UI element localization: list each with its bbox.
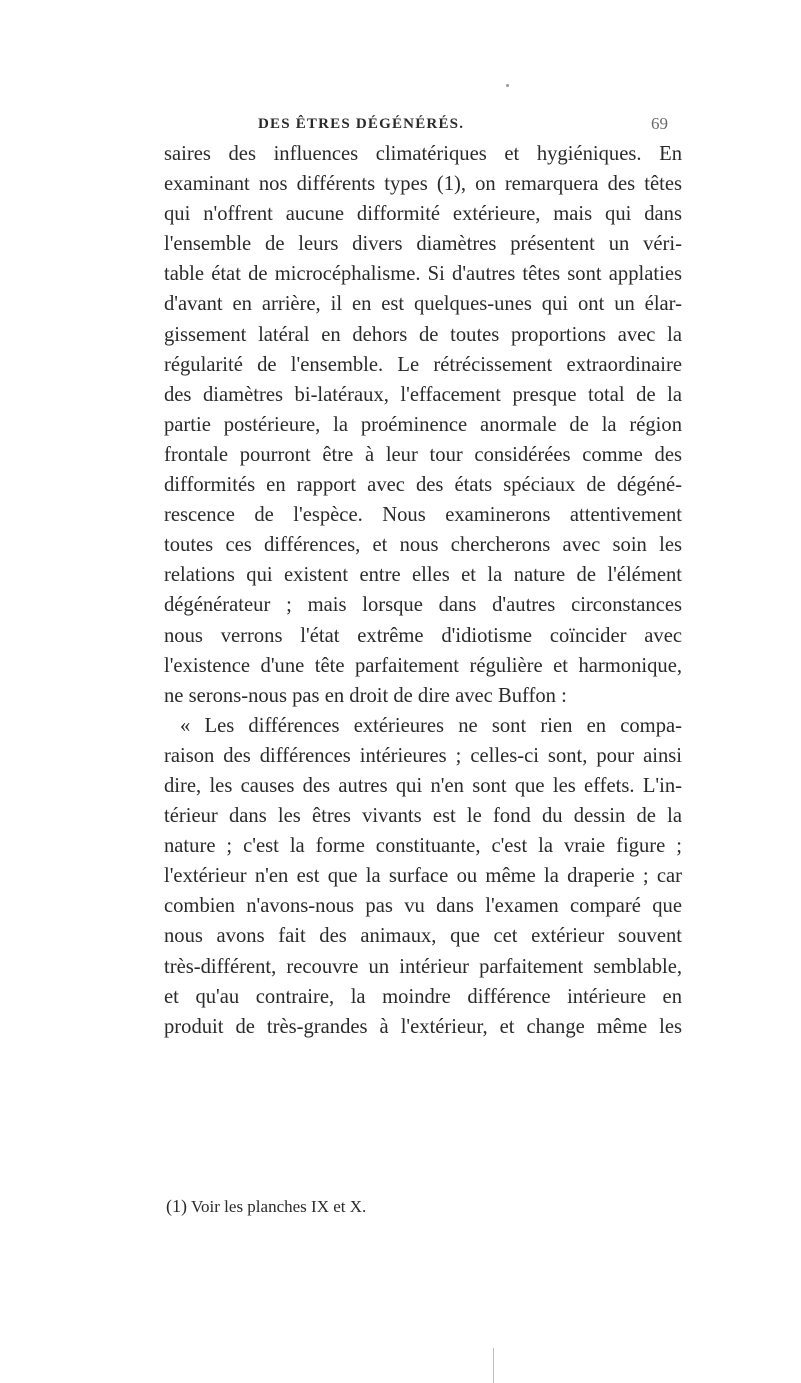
paragraph-line: régularité de l'ensemble. Le rétrécissement extraordinaire — [164, 353, 682, 376]
paragraph-line: saires des influences climatériques et hygiéniques. En — [164, 143, 682, 165]
paragraph-line: relations qui existent entre elles et la nature de l'élément — [164, 564, 682, 587]
paragraph-line: des diamètres bi-latéraux, l'effacement presque total de la — [164, 383, 682, 406]
body-text — [164, 139, 682, 1042]
paragraph-line: l'existence d'une tête parfaitement régulière et harmonique, — [164, 654, 682, 677]
paragraph-line: l'ensemble de leurs divers diamètres présentent un véri- — [164, 233, 682, 256]
quotation-line: très-différent, recouvre un intérieur parfaitement semblable, — [164, 955, 682, 978]
quotation-line: produit de très-grandes à l'extérieur, et change même les — [164, 1015, 682, 1038]
running-title: DES ÊTRES DÉGÉNÉRÉS. — [258, 116, 465, 132]
paragraph-line: qui n'offrent aucune difformité extérieure, mais qui dans — [164, 203, 682, 226]
quotation-line: combien n'avons-nous pas vu dans l'examen comparé que — [164, 895, 682, 918]
paragraph-line: difformités en rapport avec des états spéciaux de dégéné- — [164, 474, 682, 497]
quotation-line: térieur dans les êtres vivants est le fond du dessin de la — [164, 805, 682, 828]
quotation-line: nature ; c'est la forme constituante, c'est la vraie figure ; — [164, 835, 682, 858]
quotation-line: dire, les causes des autres qui n'en sont que les effets. L'in- — [164, 774, 682, 797]
footnote — [166, 1196, 366, 1217]
paragraph-line: nous verrons l'état extrême d'idiotisme coïncider avec — [164, 624, 682, 647]
paragraph-line: gissement latéral en dehors de toutes proportions avec la — [164, 323, 682, 346]
quotation-line: « Les différences extérieures ne sont rien en compa- — [180, 714, 682, 737]
quotation-line: nous avons fait des animaux, que cet extérieur souvent — [164, 925, 682, 948]
paragraph-line: toutes ces différences, et nous chercherons avec soin les — [164, 534, 682, 557]
quotation-line: raison des différences intérieures ; celles-ci sont, pour ainsi — [164, 744, 682, 767]
paragraph-line: dégénérateur ; mais lorsque dans d'autres circonstances — [164, 594, 682, 617]
paragraph-line: table état de microcéphalisme. Si d'autres têtes sont applaties — [164, 263, 682, 286]
running-header — [258, 116, 678, 140]
paragraph-line: partie postérieure, la proéminence anormale de la région — [164, 413, 682, 436]
paragraph-line: d'avant en arrière, il en est quelques-unes qui ont un élar- — [164, 293, 682, 316]
footnote-text: Voir les planches IX et X. — [190, 1197, 367, 1216]
paragraph-line: frontale pourront être à leur tour considérées comme des — [164, 443, 682, 466]
ink-speck — [506, 84, 509, 87]
quotation-line: et qu'au contraire, la moindre différence intérieure en — [164, 985, 682, 1008]
page-number: 69 — [651, 114, 668, 133]
quotation-line: l'extérieur n'en est que la surface ou même la draperie ; car — [164, 865, 682, 888]
paragraph-line: rescence de l'espèce. Nous examinerons attentivement — [164, 504, 682, 527]
paragraph-line: ne serons-nous pas en droit de dire avec Buffon : — [164, 684, 567, 707]
footnote-marker: (1) — [166, 1196, 187, 1216]
scan-margin-line — [493, 1348, 494, 1383]
paragraph-line: examinant nos différents types (1), on remarquera des têtes — [164, 173, 682, 196]
